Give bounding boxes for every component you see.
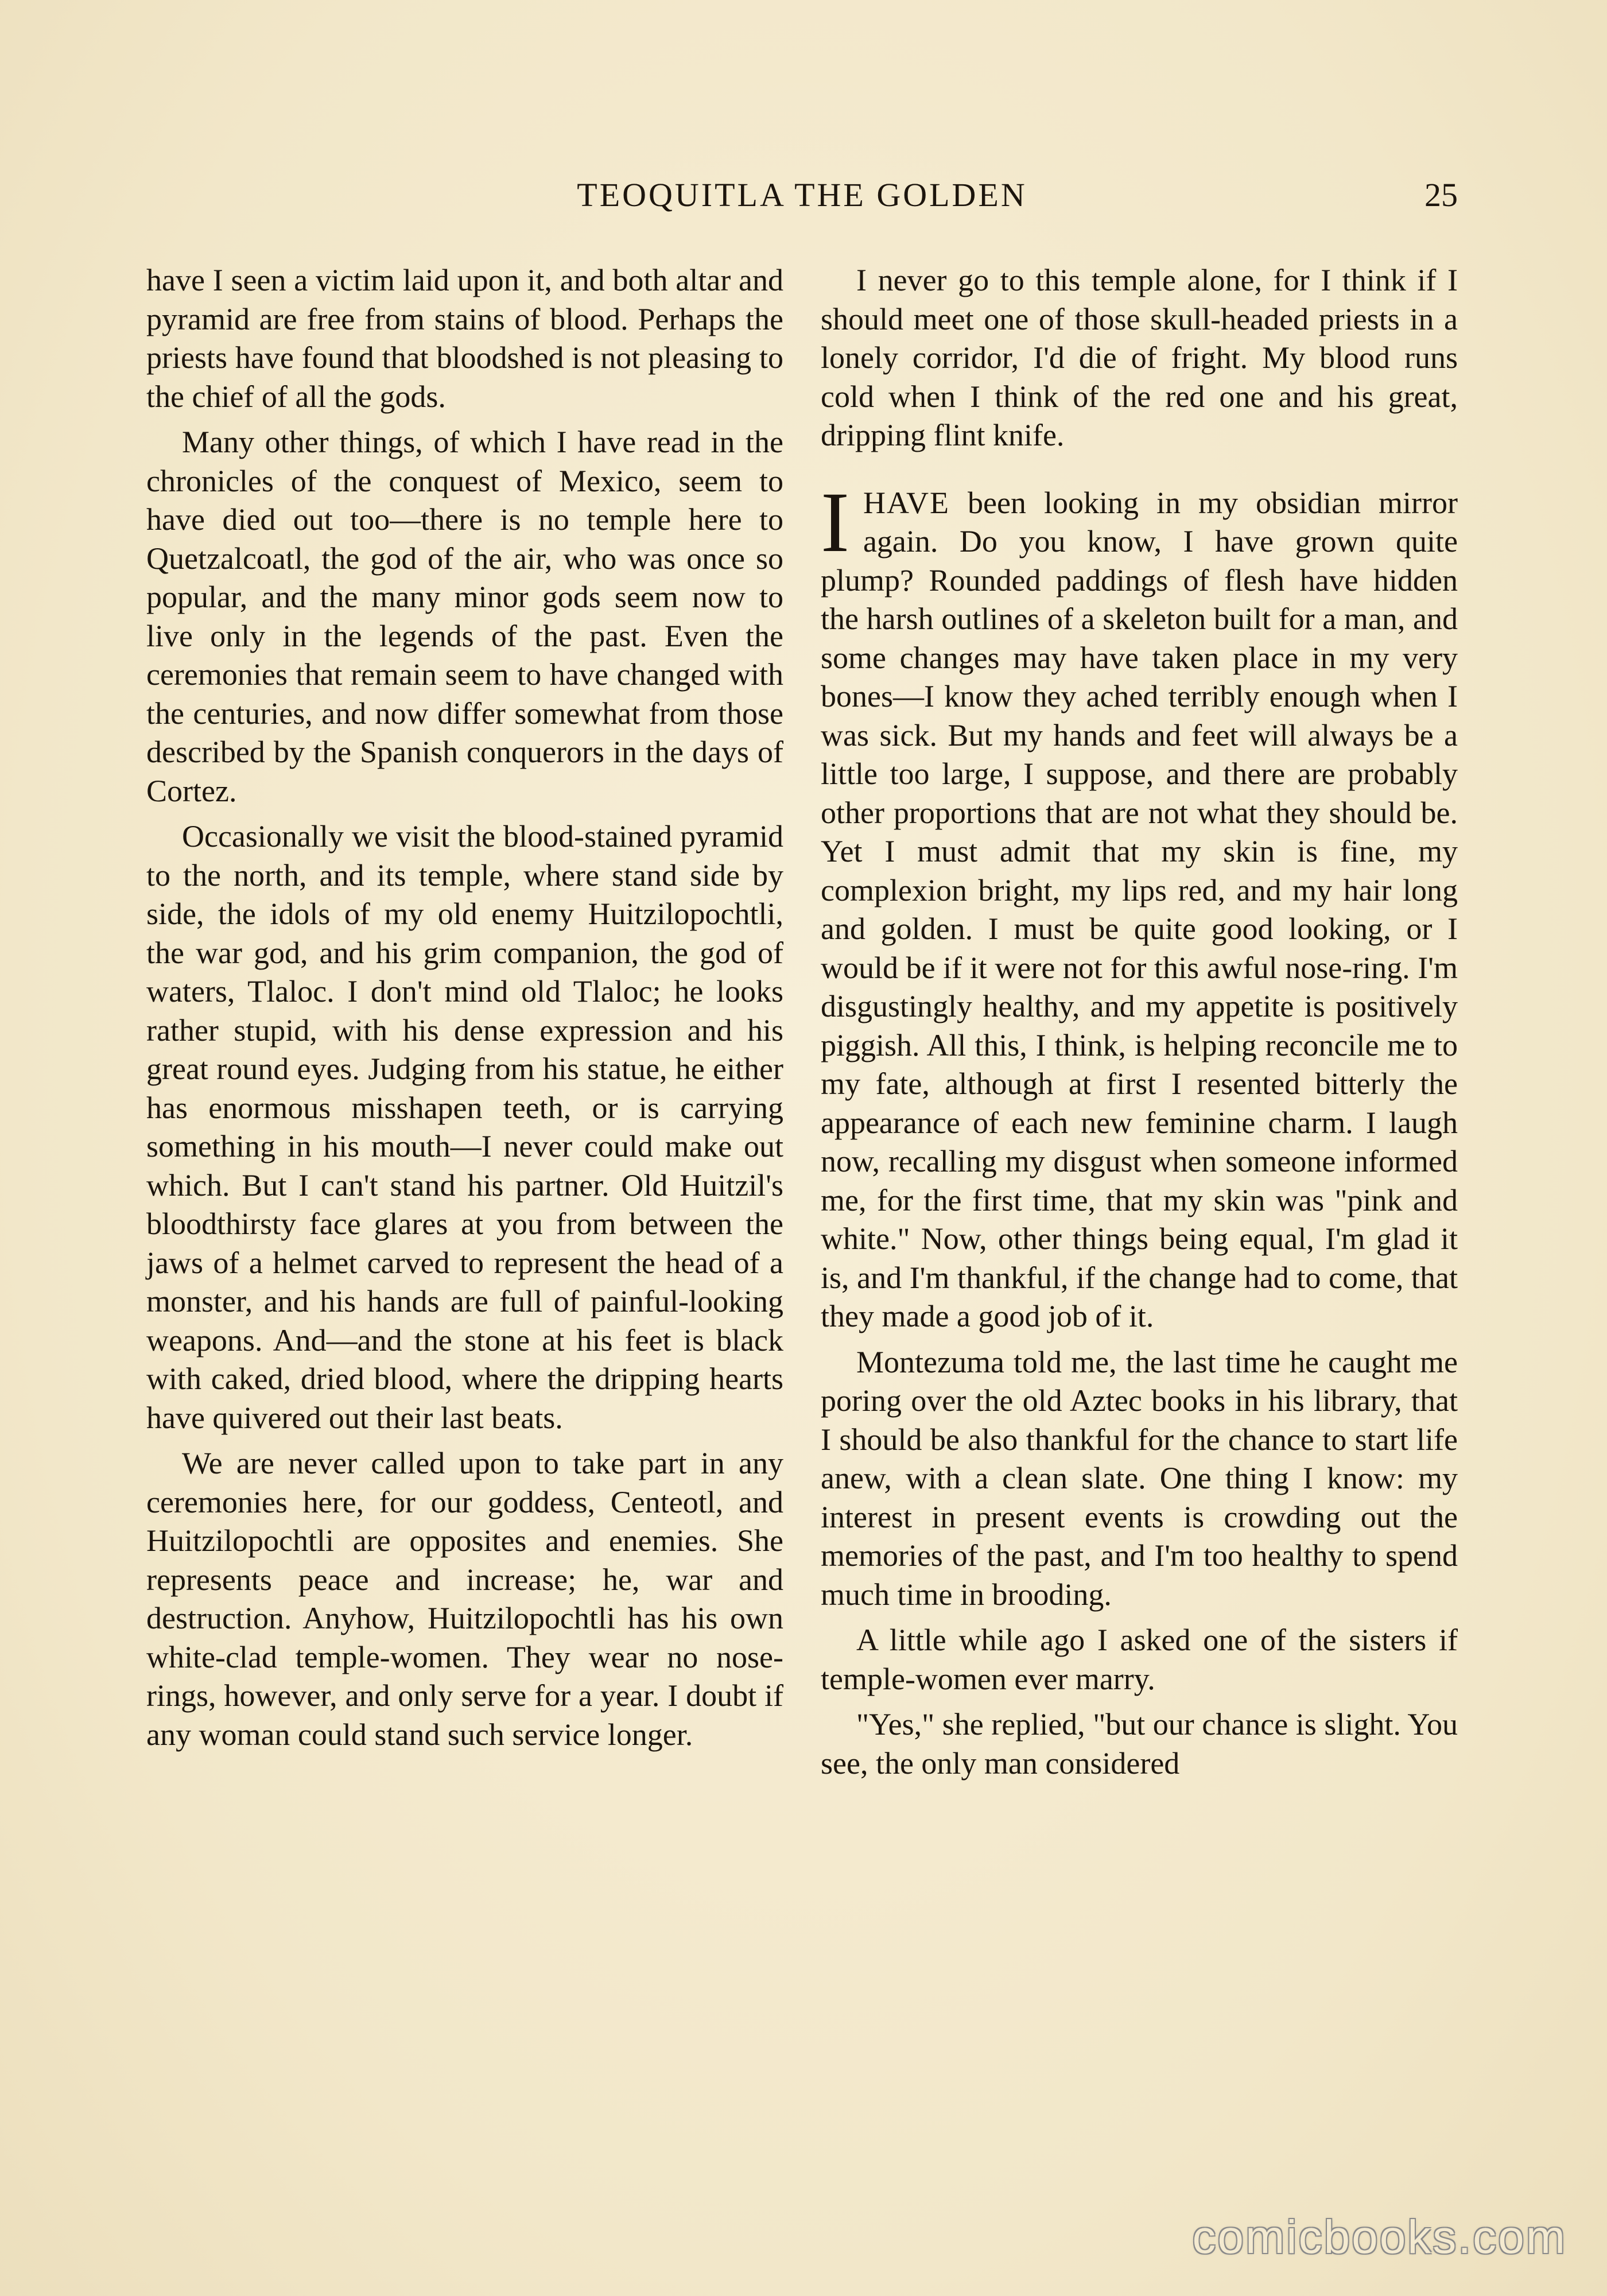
watermark: comicbooks.com xyxy=(1192,2211,1567,2263)
paragraph: have I seen a victim laid upon it, and both altar and pyramid are free from stains of blood. Perhaps the priests have found that bloodshed is not pleasing to the chief of all the gods. xyxy=(146,263,783,414)
paragraph: A little while ago I asked one of the sisters if temple-women ever marry. xyxy=(821,1623,1458,1696)
running-head xyxy=(146,172,1458,218)
section-start-paragraph xyxy=(821,474,1458,1336)
paragraph: I never go to this temple alone, for I think if I should meet one of those skull-headed priests in a lonely corridor, I'd die of fright. My blood runs cold when I think of the red one and his great, dripping flint knife. xyxy=(821,263,1458,452)
paragraph: Montezuma told me, the last time he caught me poring over the old Aztec books in his library, that I should be also thankful for the chance to start life anew, with a clean slate. One thing I know: my interest in present events is crowding out the memories of the past, and I'm too healthy to spend much time in brooding. xyxy=(821,1344,1458,1612)
paragraph: Occasionally we visit the blood-stained pyramid to the north, and its temple, where stand side by side, the idols of my old enemy Huitzilopochtli, the war god, and his grim companion, the god of waters, Tlaloc. I don't mind old Tlaloc; he looks rather stupid, with his dense expression and his great round eyes. Judging from his statue, he either has enormous misshapen teeth, or is carrying something in his mouth—I never could make out which. But I can't stand his partner. Old Huitzil's bloodthirsty face glares at you from between the jaws of a helmet carved to represent the head of a monster, and his hands are full of painful-looking weapons. And—and the stone at his feet is black with caked, dried blood, where the dripping hearts have quivered out their last beats. xyxy=(146,819,783,1435)
right-column xyxy=(821,261,1458,1790)
left-column xyxy=(146,261,783,1761)
paragraph: Many other things, of which I have read in the chronicles of the conquest of Mexico, seem to have died out too—there is no temple here to Quetzalcoatl, the god of the air, who was once so popular, and the many minor gods seem now to live only in the legends of the past. Even the ceremonies that remain seem to have changed with the centuries, and now differ somewhat from those described by the Spanish conquerors in the days of Cortez. xyxy=(146,425,783,808)
drop-cap: I xyxy=(821,474,849,570)
page-number: 25 xyxy=(1424,176,1458,214)
running-title: TEOQUITLA THE GOLDEN xyxy=(577,176,1027,214)
paragraph: "Yes," she replied, "but our chance is slight. You see, the only man considered xyxy=(821,1707,1458,1781)
section-text: been looking in my obsidian mirror again. Do you know, I have grown quite plump? Rounded paddings of flesh have hidden the harsh outlines of a skeleton built for a man, and some changes may have taken place in my very bones—I know they ached terribly enough when I was sick. But my hands and feet will always be a little too large, I suppose, and there are probably other proportions that are not what they should be. Yet I must admit that my skin is fine, my complexion bright, my lips red, and my hair long and golden. I must be quite good looking, or I would be if it were not for this awful nose-ring. I'm disgustingly healthy, and my appetite is positively piggish. All this, I think, is helping reconcile me to my fate, although at first I resented bitterly the appearance of each new feminine charm. I laugh now, recalling my disgust when someone informed me, for the first time, that my skin was "pink and white." Now, other things being equal, I'm glad it is, and I'm thankful, if the change had to come, that they made a good job of it. xyxy=(821,485,1458,1333)
lead-caps: HAVE xyxy=(863,485,950,520)
paragraph: We are never called upon to take part in any ceremonies here, for our goddess, Centeotl, and Huitzilopochtli are opposites and enemies. She represents peace and increase; he, war and destruction. Anyhow, Huitzilopochtli has his own white-clad temple-women. They wear no nose-rings, however, and only serve for a year. I doubt if any woman could stand such service longer. xyxy=(146,1446,783,1752)
